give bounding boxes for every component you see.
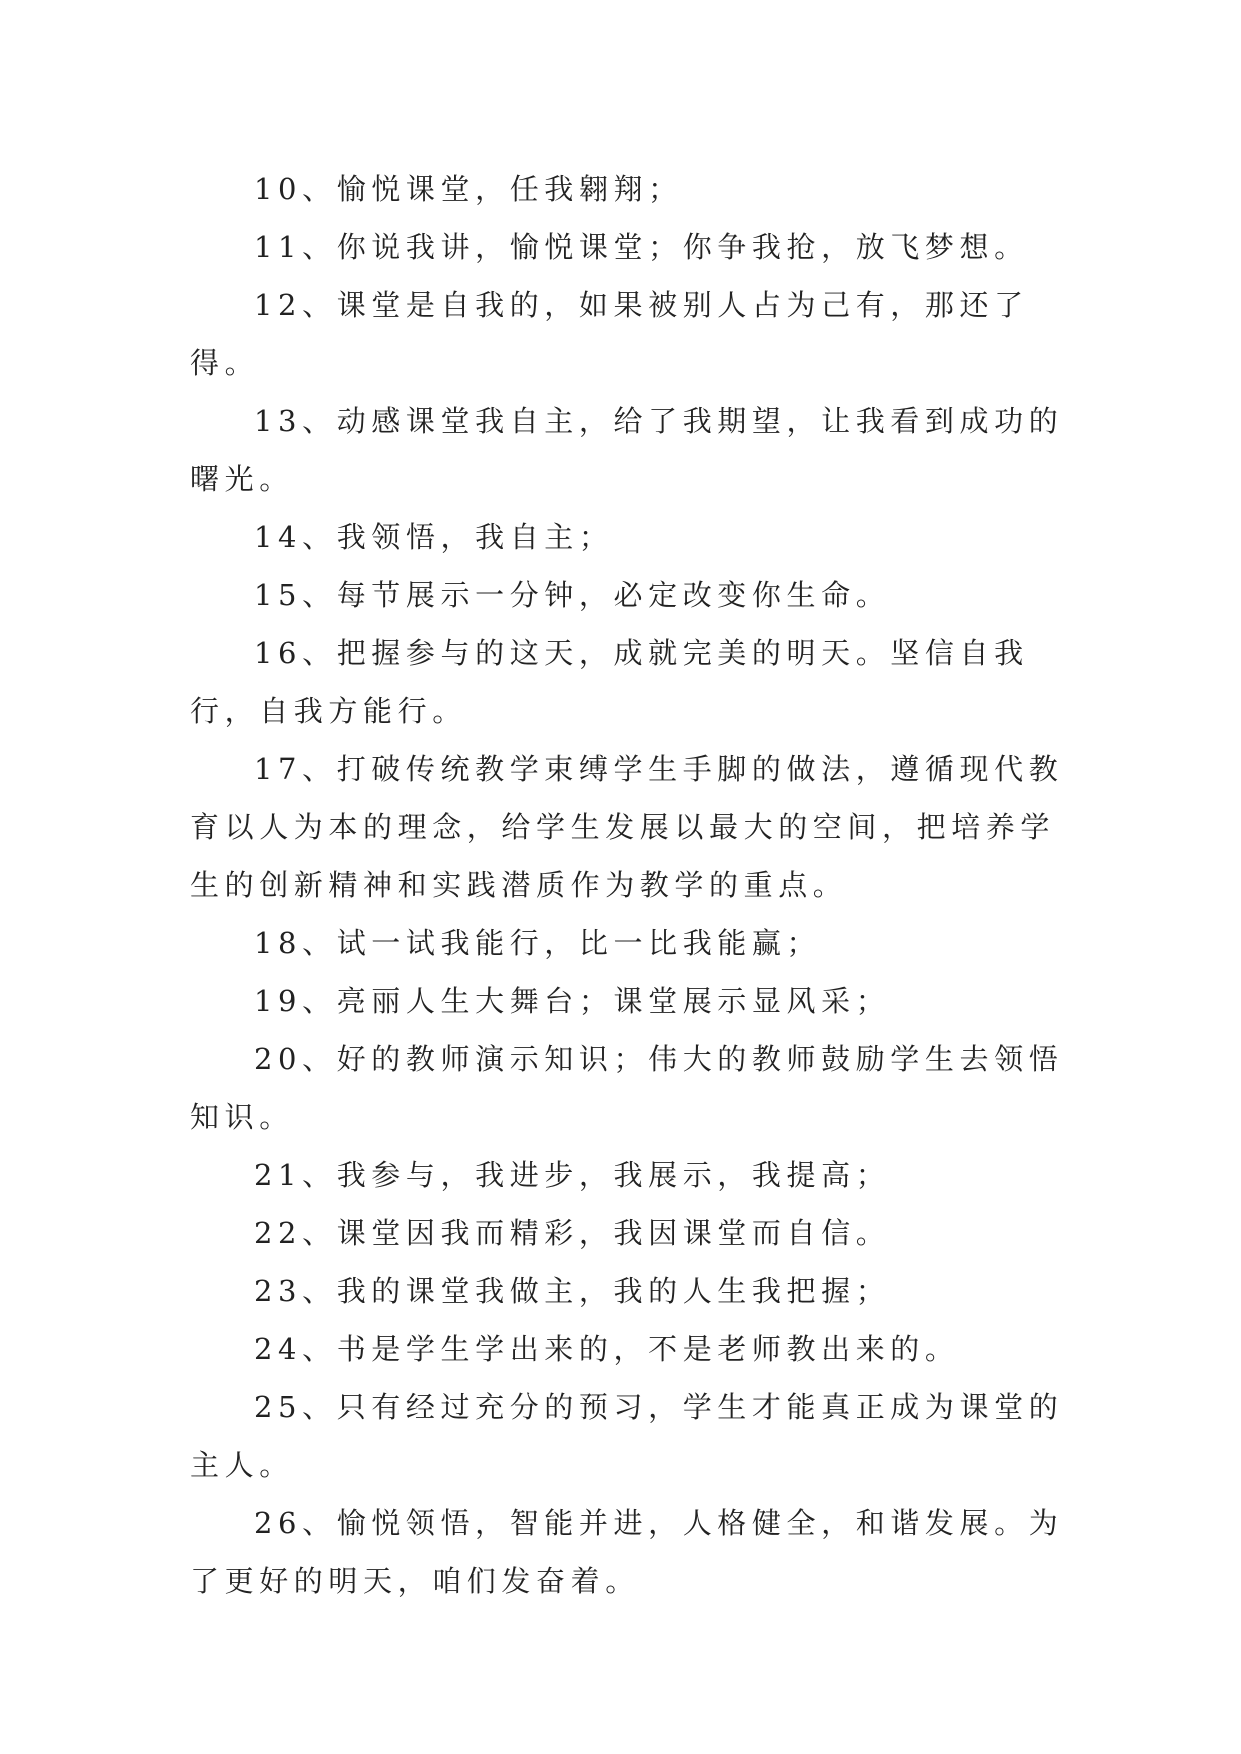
paragraph-16: 16、把握参与的这天，成就完美的明天。坚信自我行，自我方能行。	[190, 636, 1029, 728]
paragraph-26: 26、愉悦领悟，智能并进，人格健全，和谐发展。为了更好的明天，咱们发奋着。	[190, 1506, 1064, 1598]
paragraph-24: 24、书是学生学出来的，不是老师教出来的。	[254, 1332, 960, 1366]
paragraph-23: 23、我的课堂我做主，我的人生我把握；	[254, 1274, 891, 1308]
paragraph-15: 15、每节展示一分钟，必定改变你生命。	[254, 578, 891, 612]
paragraph-11: 11、你说我讲，愉悦课堂；你争我抢，放飞梦想。	[254, 230, 1029, 264]
document-body	[190, 160, 1070, 1610]
paragraph-19: 19、亮丽人生大舞台；课堂展示显风采；	[254, 984, 891, 1018]
paragraph-12: 12、课堂是自我的，如果被别人占为己有，那还了得。	[190, 288, 1029, 380]
paragraph-14: 14、我领悟，我自主；	[254, 520, 614, 554]
paragraph-18: 18、试一试我能行，比一比我能赢；	[254, 926, 822, 960]
paragraph-10: 10、愉悦课堂，任我翱翔；	[254, 172, 683, 206]
paragraph-17: 17、打破传统教学束缚学生手脚的做法，遵循现代教育以人为本的理念，给学生发展以最大的空间，把培养学生的创新精神和实践潜质作为教学的重点。	[190, 752, 1064, 902]
paragraph-21: 21、我参与，我进步，我展示，我提高；	[254, 1158, 891, 1192]
paragraph-25: 25、只有经过充分的预习，学生才能真正成为课堂的主人。	[190, 1390, 1064, 1482]
paragraph-22: 22、课堂因我而精彩，我因课堂而自信。	[254, 1216, 891, 1250]
paragraph-20: 20、好的教师演示知识；伟大的教师鼓励学生去领悟知识。	[190, 1042, 1064, 1134]
paragraph-13: 13、动感课堂我自主，给了我期望，让我看到成功的曙光。	[190, 404, 1064, 496]
